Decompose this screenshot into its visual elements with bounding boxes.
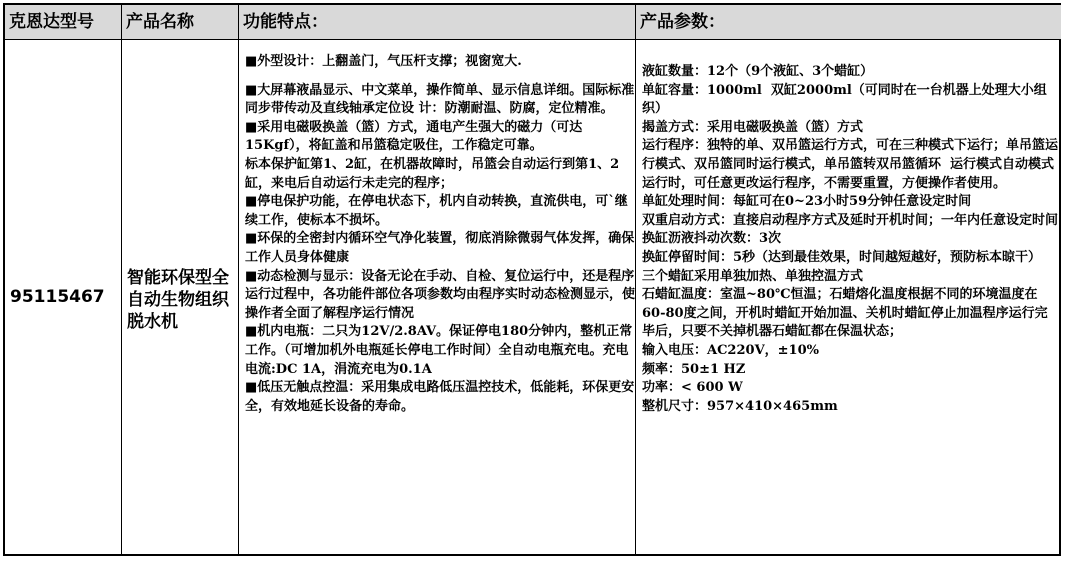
feature-item: ■动态检测与显示：设备无论在手动、自检、复位运行中，还是程序运行过程中，各功能件部位各项参数均由程序实时动态检测显示，使操作者全面了解程序运行情况 (245, 268, 636, 321)
param-item: 换缸停留时间：5秒（达到最佳效果，时间越短越好，预防标本晾干） (642, 249, 1042, 265)
param-item: 石蜡缸温度：室温~80℃恒温；石蜡熔化温度根据不同的环境温度在60-80度之间，开机时蜡缸开始加温、关机时蜡缸停止加温程序运行完毕后，只要不关掉机器石蜡缸都在保温状态； (642, 287, 1048, 340)
spec-table (3, 3, 1061, 556)
feature-spacer (245, 72, 635, 82)
feature-item: ■采用电磁吸换盖（篮）方式，通电产生强大的磁力（可达15Kgf），将缸盖和吊篮稳定吸住，工作稳定可靠。 (245, 119, 583, 154)
feature-item: ■外型设计：上翻盖门，气压杆支撑；视窗宽大. (245, 54, 522, 69)
model-number: 95115467 (10, 287, 105, 307)
param-item: 单缸处理时间：每缸可在0~23小时59分钟任意设定时间 (642, 194, 972, 210)
param-item: 液缸数量：12个（9个液缸、3个蜡缸） (642, 64, 874, 79)
param-item: 功率：< 600 W (642, 380, 743, 396)
params-list (642, 63, 1060, 416)
param-item: 运行程序：独特的单、双吊篮运行方式，可在三种模式下运行；单吊篮运行模式、双吊篮同时运行模式，单吊篮转双吊篮循环 运行模式自动模式运行时，可任意更改运行程序，不需要重置，方便操作者使用。 (642, 138, 1059, 191)
param-item: 频率：50±1 HZ (642, 361, 746, 377)
param-item: 整机尺寸：957×410×465mm (642, 398, 838, 414)
feature-item: 标本保护缸第1、2缸，在机器故障时，吊篮会自动运行到第1、2缸，来电后自动运行未走完的程序； (245, 156, 620, 191)
product-name: 智能环保型全自动生物组织脱水机 (127, 268, 229, 332)
param-item: 双重启动方式：直接启动程序方式及延时开机时间；一年内任意设定时间 (642, 212, 1059, 228)
features-list (245, 53, 635, 416)
divider (635, 5, 636, 554)
param-item: 三个蜡缸采用单独加热、单独控温方式 (642, 268, 864, 284)
feature-item: ■低压无触点控温：采用集成电路低压温控技术，低能耗，环保更安全，有效地延长设备的寿命。 (245, 380, 635, 414)
header-model: 克恩达型号 (5, 5, 121, 39)
feature-item: ■停电保护功能，在停电状态下，机内自动转换，直流供电，可`继续工作，使标本不损坏。 (245, 194, 628, 228)
divider (238, 5, 239, 554)
feature-item: ■机内电瓶：二只为12V/2.8AV。保证停电180分钟内，整机正常工作。（可增加机外电瓶延长停电工作时间）全自动电瓶充电。充电电流:DC 1A，涓流充电为0.1A (245, 324, 633, 377)
feature-item: ■环保的全密封内循环空气净化装置，彻底消除微弱气体发挥，确保工作人员身体健康 (245, 231, 635, 265)
param-item: 输入电压：AC220V，±10% (642, 342, 819, 358)
divider (121, 5, 122, 554)
header-name: 产品名称 (122, 5, 238, 39)
param-item: 单缸容量：1000ml 双缸2000ml（可同时在一台机器上处理大小组织） (642, 82, 1047, 117)
param-item: 换缸沥液抖动次数：3次 (642, 231, 782, 247)
divider (5, 39, 1059, 40)
header-params: 产品参数： (636, 5, 1061, 39)
param-item: 揭盖方式：采用电磁吸换盖（篮）方式 (642, 119, 864, 135)
header-features: 功能特点： (239, 5, 635, 39)
feature-item: ■大屏幕液晶显示、中文菜单，操作简单、显示信息详细。国际标准同步带传动及直线轴承定位设 计：防潮耐温、防腐，定位精准。 (245, 82, 635, 117)
